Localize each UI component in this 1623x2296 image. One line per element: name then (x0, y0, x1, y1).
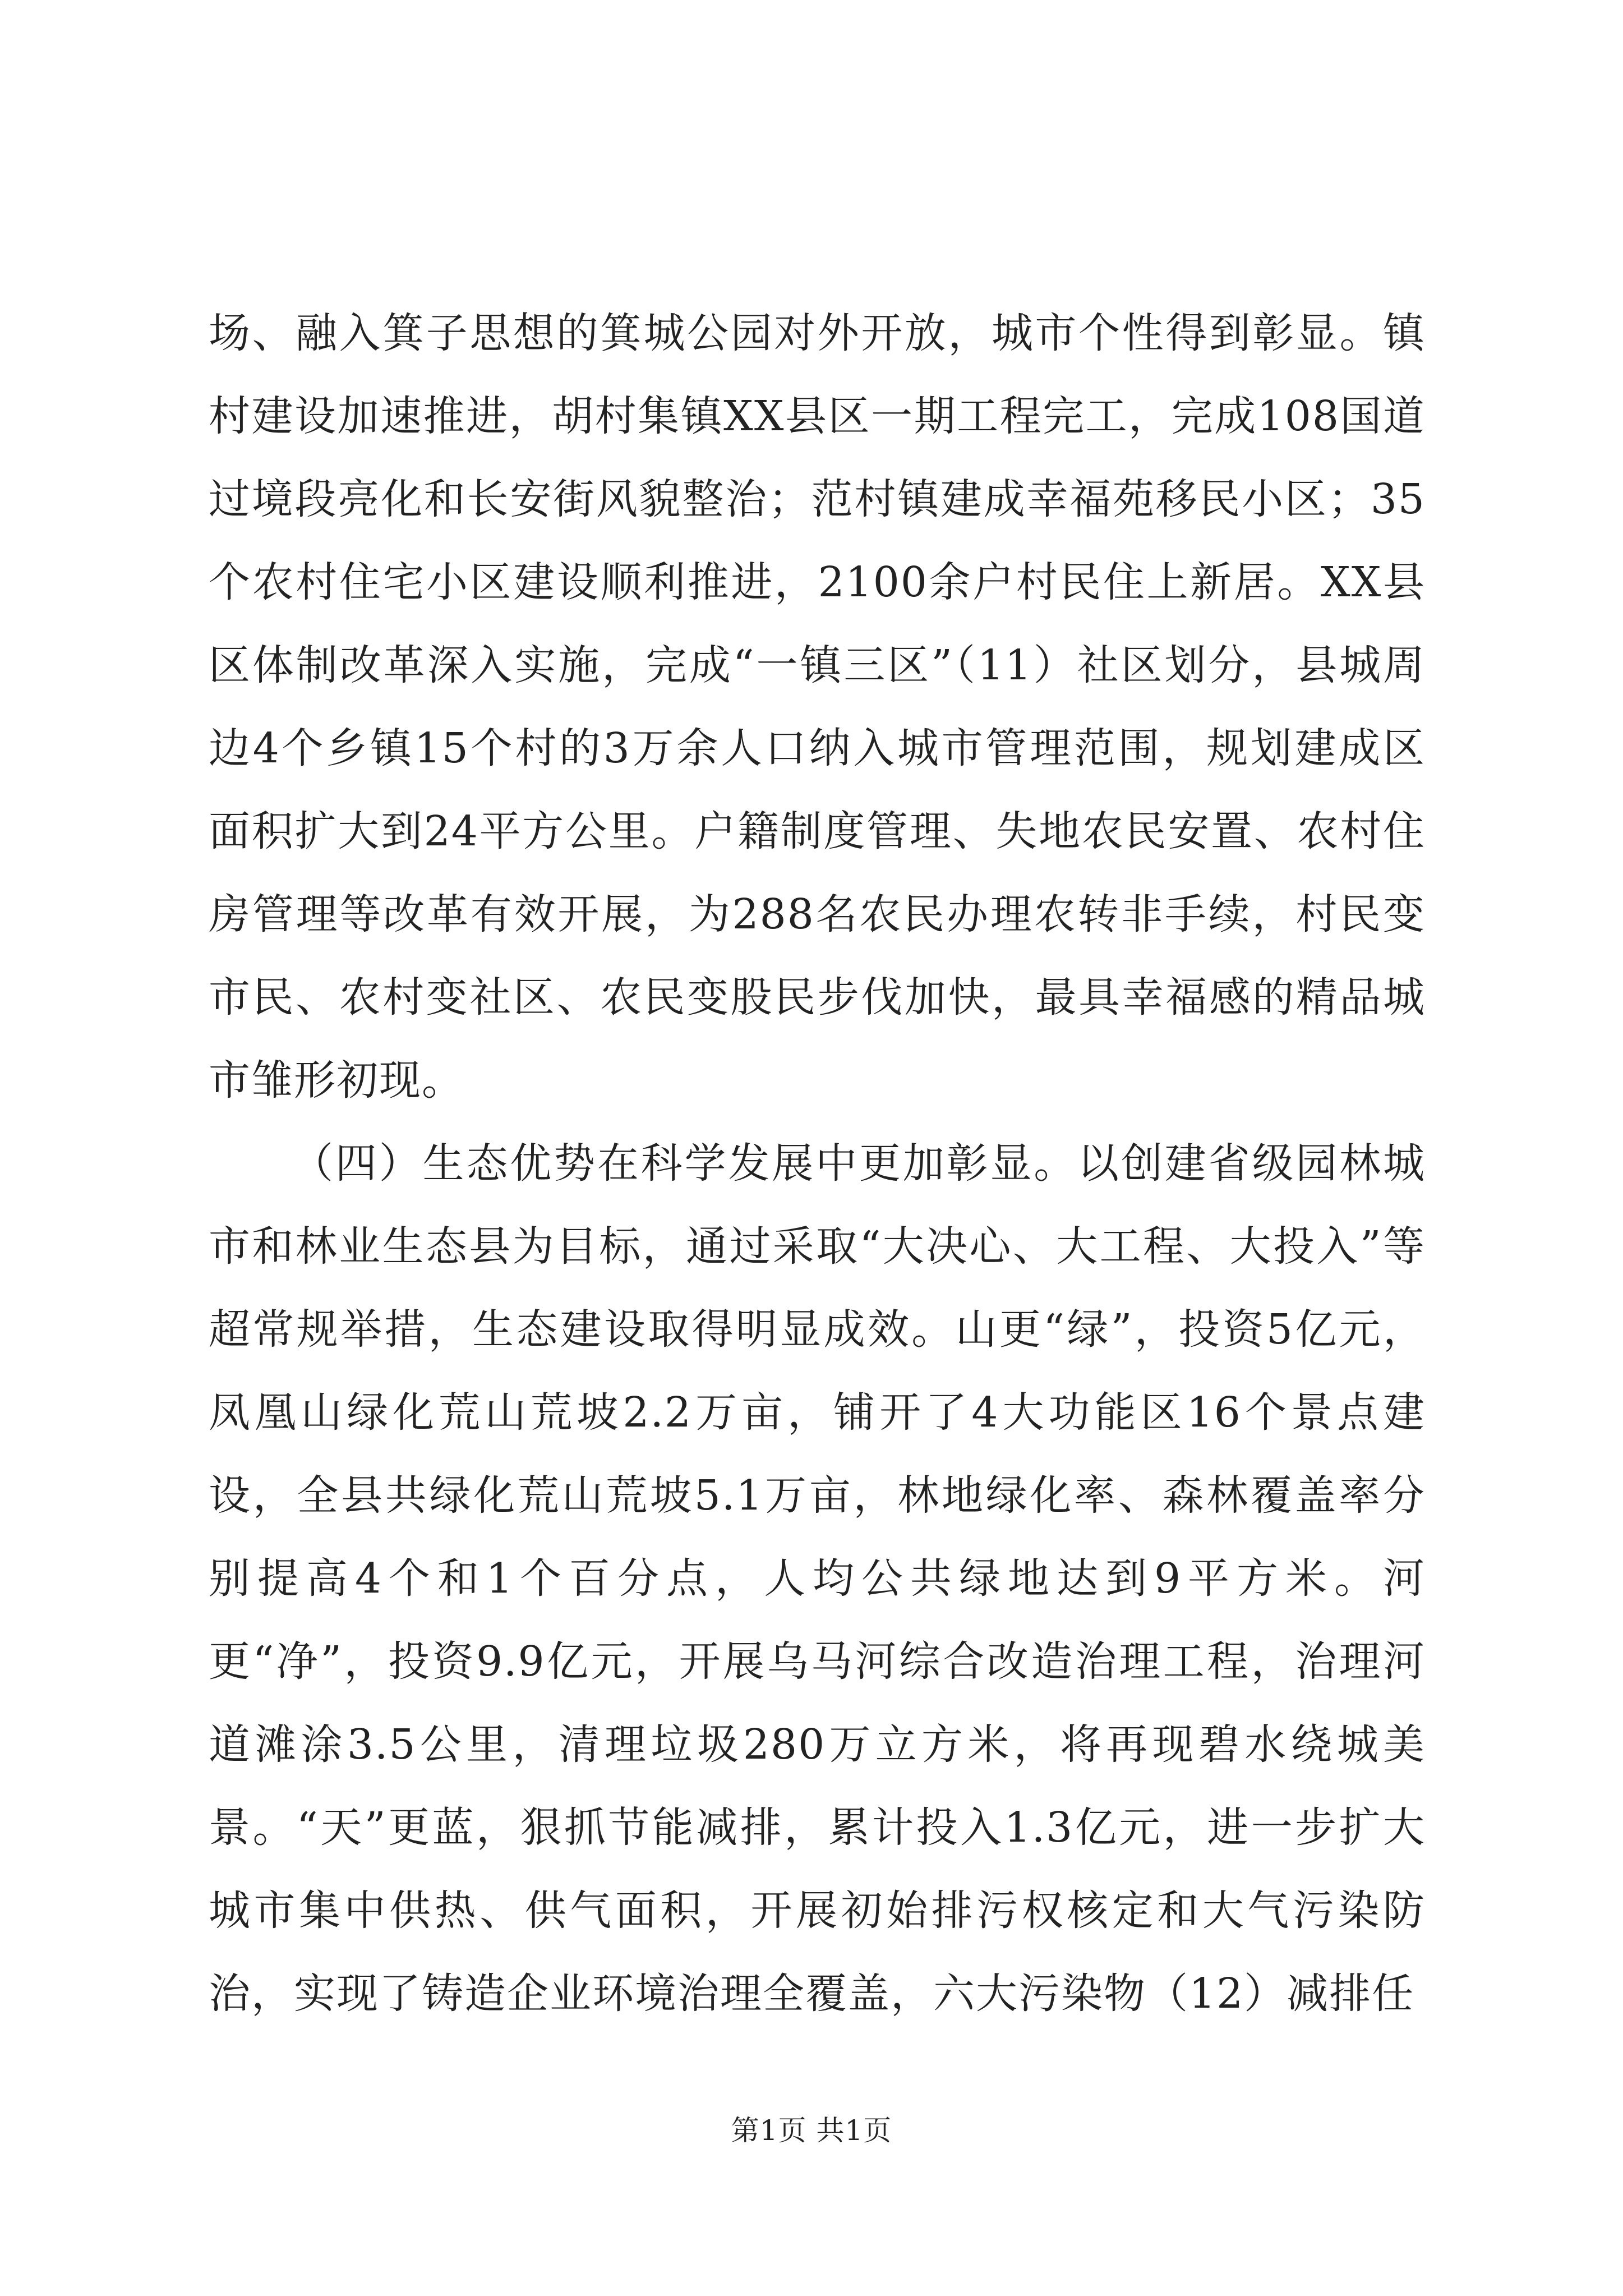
page-footer: 第1页 共1页 (731, 2114, 892, 2147)
paragraph-1: 场、融入箕子思想的箕城公园对外开放，城市个性得到彰显。镇村建设加速推进，胡村集镇XX县区一期工程完工，完成108国道过境段亮化和长安街风貌整治；范村镇建成幸福苑移民小区；35个农村住宅小区建设顺利推进，2100余户村民住上新居。XX县区体制改革深入实施，完成“一镇三区”（11）社区划分，县城周边4个乡镇15个村的3万余人口纳入城市管理范围，规划建成区面积扩大到24平方公里。户籍制度管理、失地农民安置、农村住房管理等改革有效开展，为288名农民办理农转非手续，村民变市民、农村变社区、农民变股民步伐加快，最具幸福感的精品城市雏形初现。 (209, 309, 1426, 1105)
paragraph-2: （四）生态优势在科学发展中更加彰显。以创建省级园林城市和林业生态县为目标，通过采取“大决心、大工程、大投入”等超常规举措，生态建设取得明显成效。山更“绿”，投资5亿元，凤凰山绿化荒山荒坡2.2万亩，铺开了4大功能区16个景点建设，全县共绿化荒山荒坡5.1万亩，林地绿化率、森林覆盖率分别提高4个和1个百分点，人均公共绿地达到9平方米。河更“净”，投资9.9亿元，开展乌马河综合改造治理工程，治理河道滩涂3.5公里，清理垃圾280万立方米，将再现碧水绕城美景。“天”更蓝，狠抓节能减排，累计投入1.3亿元，进一步扩大城市集中供热、供气面积，开展初始排污权核定和大气污染防治，实现了铸造企业环境治理全覆盖，六大污染物（12）减排任 (209, 1139, 1426, 2018)
document-body (209, 292, 1426, 2035)
